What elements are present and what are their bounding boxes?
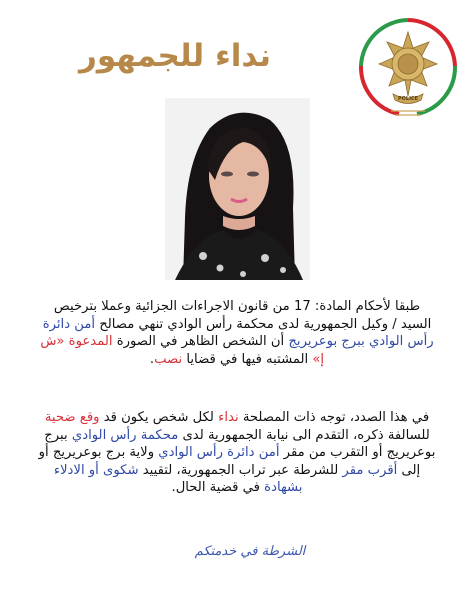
text-segment: المشتبه فيها في قضايا — [182, 351, 313, 367]
notice-paragraph-2 — [38, 409, 436, 497]
text-segment: للسالفة ذكره، التقدم الى نيابة الجمهورية لدى — [178, 427, 430, 443]
text-segment: ولاية برج بوعريريج أو إلى — [38, 445, 421, 478]
text-segment: من قانون الاجراءات الجزائية وعملا بترخيص السيد / وكيل الجمهورية لدى محكمة رأس الوادي تنهي مصالح — [53, 299, 432, 332]
highlight-nearest-station: أقرب مقر — [342, 462, 398, 478]
text-segment: أن الشخص الظاهر في الصورة — [112, 334, 289, 349]
text-segment: . — [149, 351, 155, 367]
highlight-fraud: نصب — [154, 351, 183, 367]
text-segment: ببرج بوعريريج أو التقرب من مقر — [44, 427, 436, 460]
text-segment: في هذا الصدد، توجه ذات المصلحة — [238, 410, 430, 425]
text-segment: للشرطة عبر تراب الجمهورية، لتقييد — [138, 462, 343, 478]
highlight-complaint: شكوى أو الادلاء بشهادة — [53, 462, 303, 495]
article-number: 17 — [293, 299, 311, 314]
highlight-court: محكمة رأس الوادي — [71, 427, 179, 443]
highlight-victim: وقع ضحية — [44, 410, 100, 425]
text-segment: طبقا لأحكام المادة: — [310, 299, 421, 314]
highlight-security-department: أمن دائرة رأس الوادي — [158, 445, 280, 460]
highlight-suspect-name: المدعوة «ش إ» — [40, 334, 325, 367]
page-title: نداء للجمهور — [79, 38, 271, 74]
text-segment: لكل شخص يكون قد — [99, 410, 219, 425]
suspect-photo — [165, 98, 310, 280]
signature: الشرطة في خدمتكم — [194, 544, 306, 559]
text-segment: في قضية الحال. — [171, 480, 265, 495]
notice-paragraph-1 — [38, 298, 436, 368]
highlight-appeal: نداء — [218, 410, 239, 425]
emblem-label: POLICE — [397, 96, 419, 102]
highlight-security-department: أمن دائرة رأس الوادي ببرج بوعريريج — [42, 316, 434, 349]
police-emblem-logo — [355, 14, 461, 128]
